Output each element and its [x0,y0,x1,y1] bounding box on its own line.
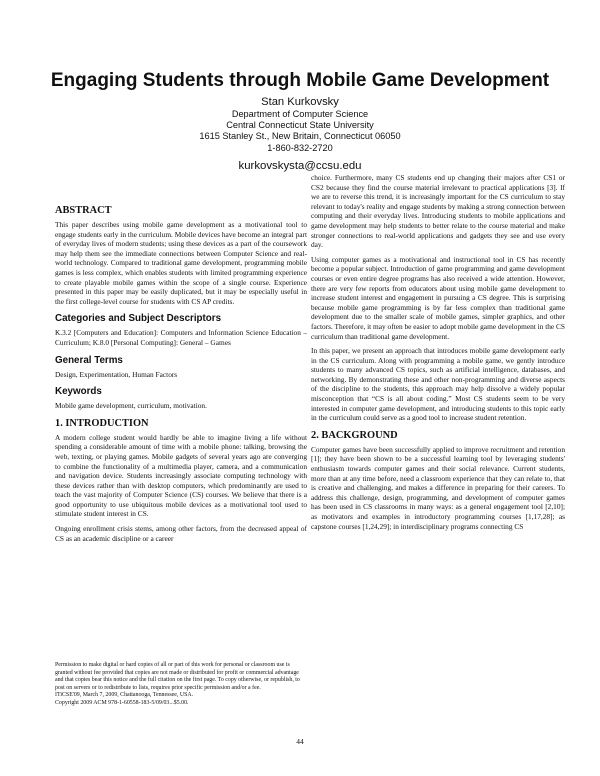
keywords-heading: Keywords [55,386,102,398]
categories-text: K.3.2 [Computers and Education]: Computers and Information Science Education – Curriculum; K.8.0 [Personal Computing]: General – Games [55,328,307,347]
background-heading: 2. BACKGROUND [311,429,398,441]
author-name: Stan Kurkovsky [261,96,339,108]
conference-info: ITiCSE'09, March 7, 2009, Chattanooga, Tennessee, USA. [55,692,194,699]
abstract-heading: ABSTRACT [55,205,112,216]
body-paragraph: In this paper, we present an approach that introduces mobile game development early in the CS curriculum. Along with programming a mobile game, we gently introduce students to many advanced CS topics, such as artificial intelligence, databases, and networking. By demonstrating these and other non-programming and diverse aspects of the discipline to the students, this approach may help dissolve a widely popular misconception that “CS is all about coding.” Most CS students seem to be very interested in computer game development, and introducing students to this topic early in the curriculum could serve as a good tool to increase student retention. [311,346,565,423]
author-phone: 1-860-832-2720 [267,142,333,153]
background-text: Computer games have been successfully applied to improve recruitment and retention [1]; they have been shown to be a successful learning tool by leveraging students' enthusiasm towards computer games and their social relevance. Current students, more than at any time before, need a classroom experience that they can relate to, that is creative and challenging, and makes a difference in preparing for their careers. To address this challenge, design, programming, and development of computer games has been used in CS classrooms in many ways: as a general engagement tool [2,10]; as motivators and examples in introductory programming courses [1,17,28]; as capstone courses [1,24,29]; in interdisciplinary programs connecting CS [311,444,565,531]
author-affiliation-university: Central Connecticut State University [226,120,374,131]
keywords-text: Mobile game development, curriculum, motivation. [55,401,207,411]
introduction-paragraph: Ongoing enrollment crisis stems, among other factors, from the decreased appeal of CS as an academic discipline or a career [55,524,307,543]
author-email: kurkovskysta@ccsu.edu [238,159,362,172]
author-affiliation-department: Department of Computer Science [231,109,369,119]
general-terms-text: Design, Experimentation, Human Factors [55,369,178,379]
permission-notice [55,662,301,708]
right-column [311,173,565,536]
introduction-heading: 1. INTRODUCTION [55,417,149,429]
body-paragraph: Using computer games as a motivational and instructional tool in CS has recently become a popular subject. Introduction of game programming and game development courses or even entire degree programs has also received a wide attention. However, there are very few reports from educators about using mobile game development to increase student interest and engagement in pursuing a CS degree. This is surprising because mobile game programming is by far less complex than traditional game development due to the smaller scale of mobile games, simpler graphics, and other factors. Therefore, it may often be easier to adopt mobile game development in the CS curriculum than traditional game development. [311,254,565,341]
author-address: 1615 Stanley St., New Britain, Connecticut 06050 [199,131,401,142]
page-number: 44 [296,737,304,746]
abstract-text: This paper describes using mobile game development as a motivational tool to engage students early in the curriculum. Mobile devices have become an integral part of everyday lives of modern students; using these devices as a part of the coursework may help them see the immediate connections between Computer Science and real-world technology. Compared to traditional game development, programming mobile games is less complex, which enables students with limited programming experience to create playable mobile games within the scope of a single course. Experience presented in this paper may be easily duplicated, but it may be especially useful in the first college-level course for students with CS AP credits. [55,220,307,306]
paper-title: Engaging Students through Mobile Game Development [50,70,550,91]
permission-text: Permission to make digital or hard copies of all or part of this work for personal or classroom use is granted without fee provided that copies are not made or distributed for profit or commercial advantage and that copies bear this notice and the full citation on the first page. To copy otherwise, or republish, to post on servers or to redistribute to lists, requires prior specific permission and/or a fee. [55,662,300,691]
introduction-paragraph: A modern college student would hardly be able to imagine living a life without spending a considerable amount of time with a mobile phone: talking, browsing the web, texting, or playing games. Mobile gadgets of several years ago are converging to combine the functionality of a multimedia player, camera, and a communication and navigation device. Students increasingly associate computing technology with these devices rather than with desktop computers, which predominantly are used to teach the vast majority of Computer Science (CS) courses. We believe that there is a good opportunity to use ubiquitous mobile devices as a motivational tool used to stimulate student interest in CS. [55,432,307,519]
copyright-line: Copyright 2009 ACM 978-1-60558-183-5/09/03...$5.00. [55,699,189,706]
general-terms-heading: General Terms [55,354,123,366]
categories-heading: Categories and Subject Descriptors [55,313,222,325]
author-block [0,96,600,172]
left-column [55,205,307,548]
body-paragraph: choice. Furthermore, many CS students end up changing their majors after CS1 or CS2 because they find the course material irrelevant to practical applications [3]. If we are to reverse this trend, it is increasingly important for the CS curriculum to stay relevant to today's reality and engage students by making a strong connection between computing and their everyday lives. Introducing students to mobile applications and game development may help students to better relate to the course material and make stronger connections to real-world applications and gadgets they see and use every day. [311,173,565,250]
